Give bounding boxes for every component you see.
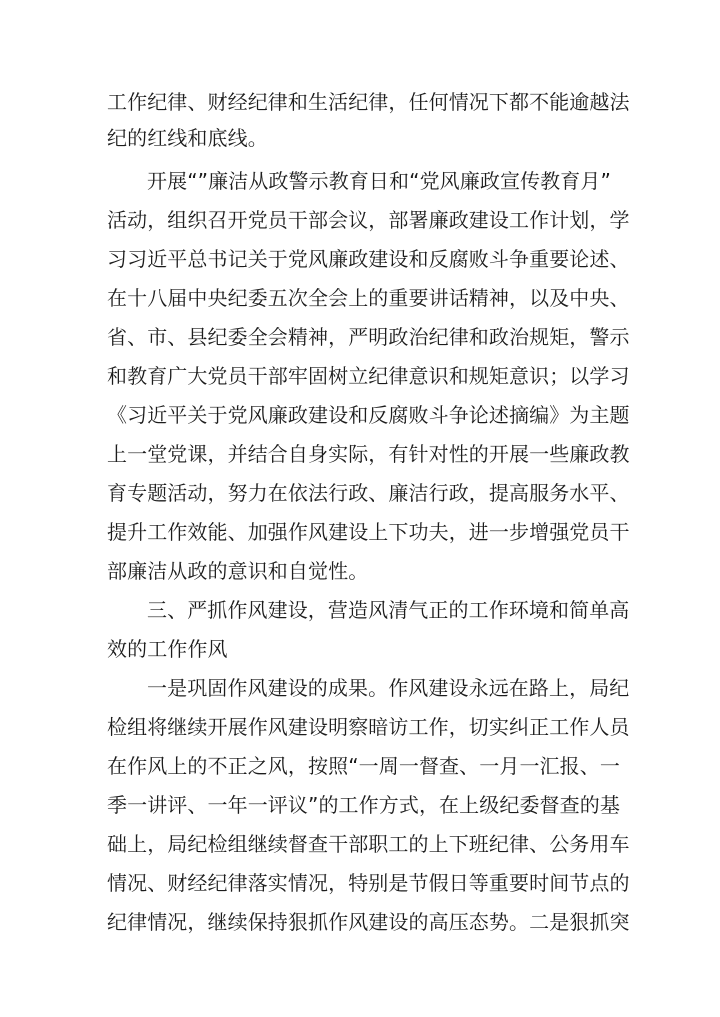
text-line: 础上，局纪检组继续督查干部职工的上下班纪律、公务用车 — [107, 832, 630, 856]
text-line: 部廉洁从政的意识和自觉性。 — [107, 559, 369, 583]
text-line: 活动，组织召开党员干部会议，部署廉政建设工作计划，学 — [107, 208, 630, 232]
text-line: 《习近平关于党风廉政建设和反腐败斗争论述摘编》为主题 — [107, 403, 630, 427]
text-line: 工作纪律、财经纪律和生活纪律，任何情况下都不能逾越法 — [107, 90, 630, 114]
text-line: 提升工作效能、加强作风建设上下功夫，进一步增强党员干 — [107, 520, 630, 544]
text-line: 情况、财经纪律落实情况，特别是节假日等重要时间节点的 — [107, 871, 630, 895]
text-line: 习习近平总书记关于党风廉政建设和反腐败斗争重要论述、 — [107, 247, 630, 271]
text-line: 季一讲评、一年一评议”的工作方式，在上级纪委督查的基 — [107, 793, 620, 817]
text-line: 开展“”廉洁从政警示教育日和“党风廉政宣传教育月” — [147, 169, 611, 193]
text-line: 上一堂党课，并结合自身实际，有针对性的开展一些廉政教 — [107, 442, 630, 466]
text-line: 育专题活动，努力在依法行政、廉洁行政，提高服务水平、 — [107, 481, 630, 505]
text-line: 检组将继续开展作风建设明察暗访工作，切实纠正工作人员 — [107, 715, 630, 739]
section-heading: 效的工作作风 — [107, 637, 228, 661]
section-heading: 三、严抓作风建设，营造风清气正的工作环境和简单高 — [147, 598, 630, 622]
text-line: 纪的红线和底线。 — [107, 126, 268, 150]
text-line: 省、市、县纪委全会精神，严明政治纪律和政治规矩，警示 — [107, 325, 630, 349]
text-line: 一是巩固作风建设的成果。作风建设永远在路上，局纪 — [147, 676, 630, 700]
text-line: 和教育广大党员干部牢固树立纪律意识和规矩意识；以学习 — [107, 364, 630, 388]
text-line: 在十八届中央纪委五次全会上的重要讲话精神，以及中央、 — [107, 286, 630, 310]
text-line: 纪律情况，继续保持狠抓作风建设的高压态势。二是狠抓突 — [107, 910, 630, 934]
text-line: 在作风上的不正之风，按照“一周一督查、一月一汇报、一 — [107, 754, 620, 778]
